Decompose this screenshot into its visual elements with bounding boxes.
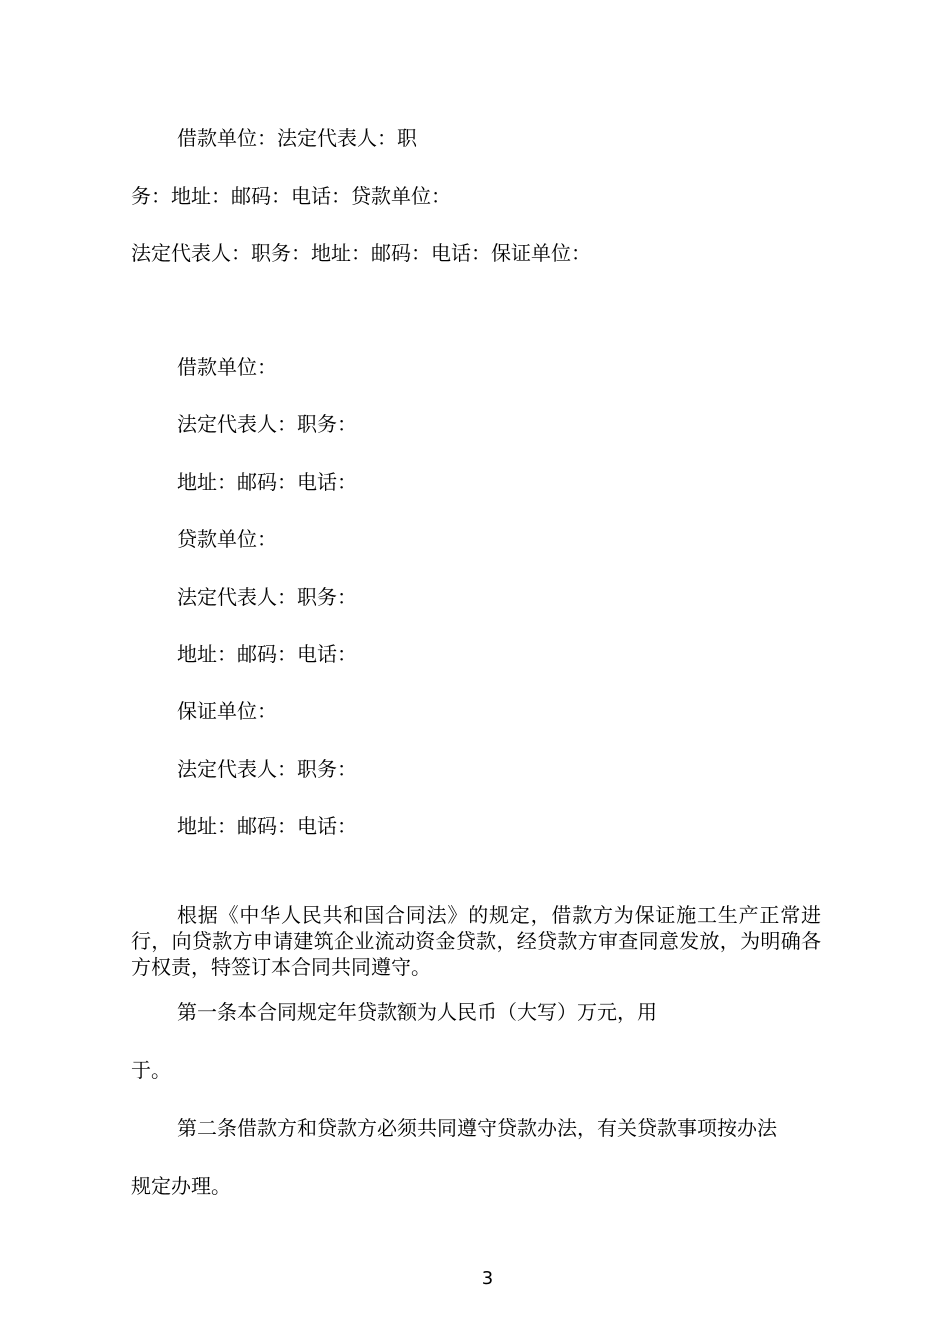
article-2-line-1: 第二条借款方和贷款方必须共同遵守贷款办法，有关贷款事项按办法 <box>177 1116 777 1140</box>
borrower-label: 借款单位： <box>177 355 277 379</box>
intro-paragraph: 根据《中华人民共和国合同法》的规定，借款方为保证施工生产正常进行，向贷款方申请建筑企业流动资金贷款，经贷款方审查同意发放，为明确各方权责，特签订本合同共同遵守。 <box>131 903 821 979</box>
article-1-line-1: 第一条本合同规定年贷款额为人民币（大写）万元，用 <box>177 1000 657 1024</box>
header-line-3: 法定代表人：职务：地址：邮码：电话：保证单位： <box>131 241 591 265</box>
header-line-2: 务：地址：邮码：电话：贷款单位： <box>131 184 451 208</box>
article-1-line-2: 于。 <box>131 1058 171 1082</box>
lender-address: 地址：邮码：电话： <box>177 642 357 666</box>
lender-representative: 法定代表人：职务： <box>177 585 357 609</box>
page-number: 3 <box>481 1268 494 1289</box>
guarantor-label: 保证单位： <box>177 699 277 723</box>
guarantor-address: 地址：邮码：电话： <box>177 814 357 838</box>
borrower-address: 地址：邮码：电话： <box>177 470 357 494</box>
header-line-1: 借款单位：法定代表人：职 <box>177 126 417 150</box>
article-2-line-2: 规定办理。 <box>131 1174 231 1198</box>
guarantor-representative: 法定代表人：职务： <box>177 757 357 781</box>
borrower-representative: 法定代表人：职务： <box>177 412 357 436</box>
lender-label: 贷款单位： <box>177 527 277 551</box>
